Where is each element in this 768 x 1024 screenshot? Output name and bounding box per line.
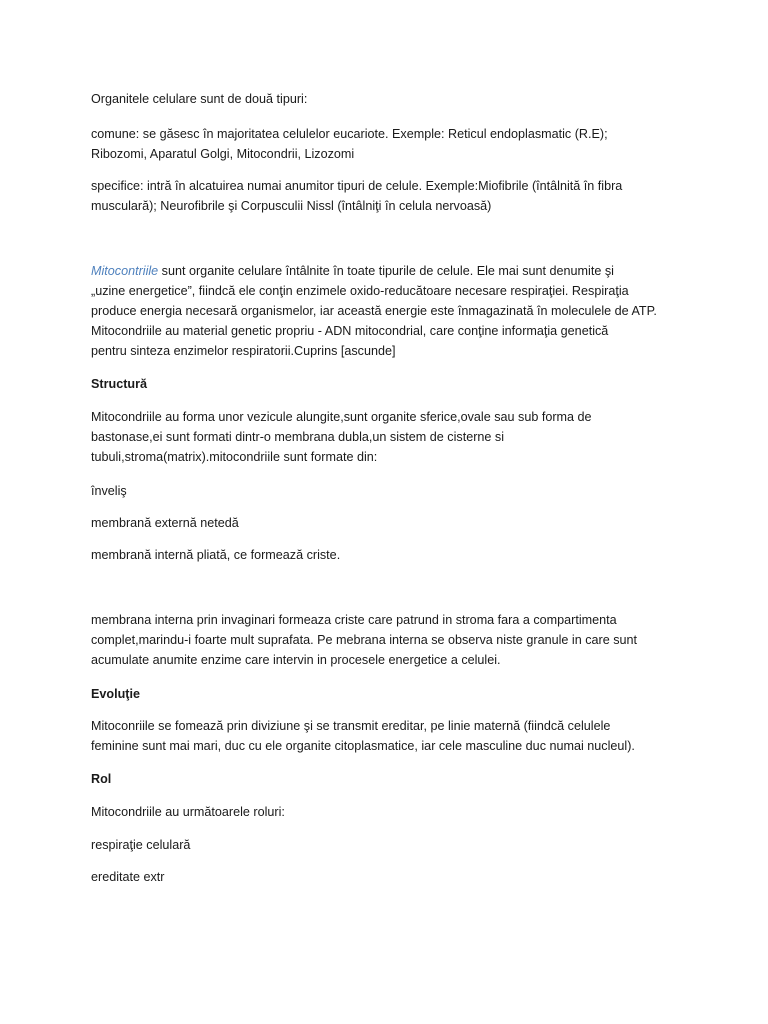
structura-item-2: membrană externă netedă bbox=[91, 516, 239, 530]
structura-para-line-2: bastonase,ei sunt formati dintr-o membrana dubla,un sistem de cisterne si bbox=[91, 430, 504, 444]
intro-heading: Organitele celulare sunt de două tipuri: bbox=[91, 92, 308, 106]
rol-item-2: ereditate extr bbox=[91, 870, 165, 884]
evolutie-para-line-2: feminine sunt mai mari, duc cu ele organite citoplasmatice, iar cele masculine duc numai nucleul). bbox=[91, 739, 635, 753]
mito-line-5: pentru sinteza enzimelor respiratorii.Cuprins [ascunde] bbox=[91, 344, 396, 358]
mitocontriile-link[interactable]: Mitocontriile bbox=[91, 264, 159, 278]
specifice-line-2: musculară); Neurofibrile şi Corpusculii Nissl (întâlniţi în celula nervoasă) bbox=[91, 199, 492, 213]
comune-line-2: Ribozomi, Aparatul Golgi, Mitocondrii, Lizozomi bbox=[91, 147, 355, 161]
mito-line-4: Mitocondriile au material genetic propriu - ADN mitocondrial, care conţine informaţia genetică bbox=[91, 324, 609, 338]
structura-item-1: înveliş bbox=[91, 484, 127, 498]
structura-item-3: membrană internă pliată, ce formează criste. bbox=[91, 548, 341, 562]
structura-para2-line-2: complet,marindu-i foarte mult suprafata. Pe mebrana interna se observa niste granule in care sunt bbox=[91, 633, 638, 647]
comune-line-1: comune: se găsesc în majoritatea celulelor eucariote. Exemple: Reticul endoplasmatic (R.E); bbox=[91, 127, 608, 141]
rol-item-1: respiraţie celulară bbox=[91, 838, 191, 852]
structura-heading: Structură bbox=[91, 377, 147, 391]
structura-para2-line-1: membrana interna prin invaginari formeaza criste care patrund in stroma fara a compartimenta bbox=[91, 613, 617, 627]
specifice-line-1: specifice: intră în alcatuirea numai anumitor tipuri de celule. Exemple:Miofibrile (întâlnită în fibra bbox=[91, 179, 623, 193]
evolutie-para-line-1: Mitoconriile se fomează prin diviziune şi se transmit ereditar, pe linie maternă (fiindcă celulele bbox=[91, 719, 611, 733]
rol-heading: Rol bbox=[91, 772, 112, 786]
rol-para: Mitocondriile au următoarele roluri: bbox=[91, 805, 285, 819]
structura-para-line-1: Mitocondriile au forma unor vezicule alungite,sunt organite sferice,ovale sau sub forma de bbox=[91, 410, 592, 424]
mito-line-3: produce energia necesară organismelor, iar această energie este înmagazinată în moleculele de ATP. bbox=[91, 304, 657, 318]
evolutie-heading: Evoluţie bbox=[91, 687, 140, 701]
structura-para2-line-3: acumulate anumite enzime care intervin in procesele energetice a celulei. bbox=[91, 653, 501, 667]
mito-line-1-text: sunt organite celulare întâlnite în toate tipurile de celule. Ele mai sunt denumite şi bbox=[158, 264, 614, 278]
mito-line-2: „uzine energetice”, fiindcă ele conţin enzimele oxido-reducătoare necesare respiraţiei. Respiraţia bbox=[91, 284, 629, 298]
structura-para-line-3: tubuli,stroma(matrix).mitocondriile sunt formate din: bbox=[91, 450, 378, 464]
mito-line-1 bbox=[91, 261, 614, 281]
